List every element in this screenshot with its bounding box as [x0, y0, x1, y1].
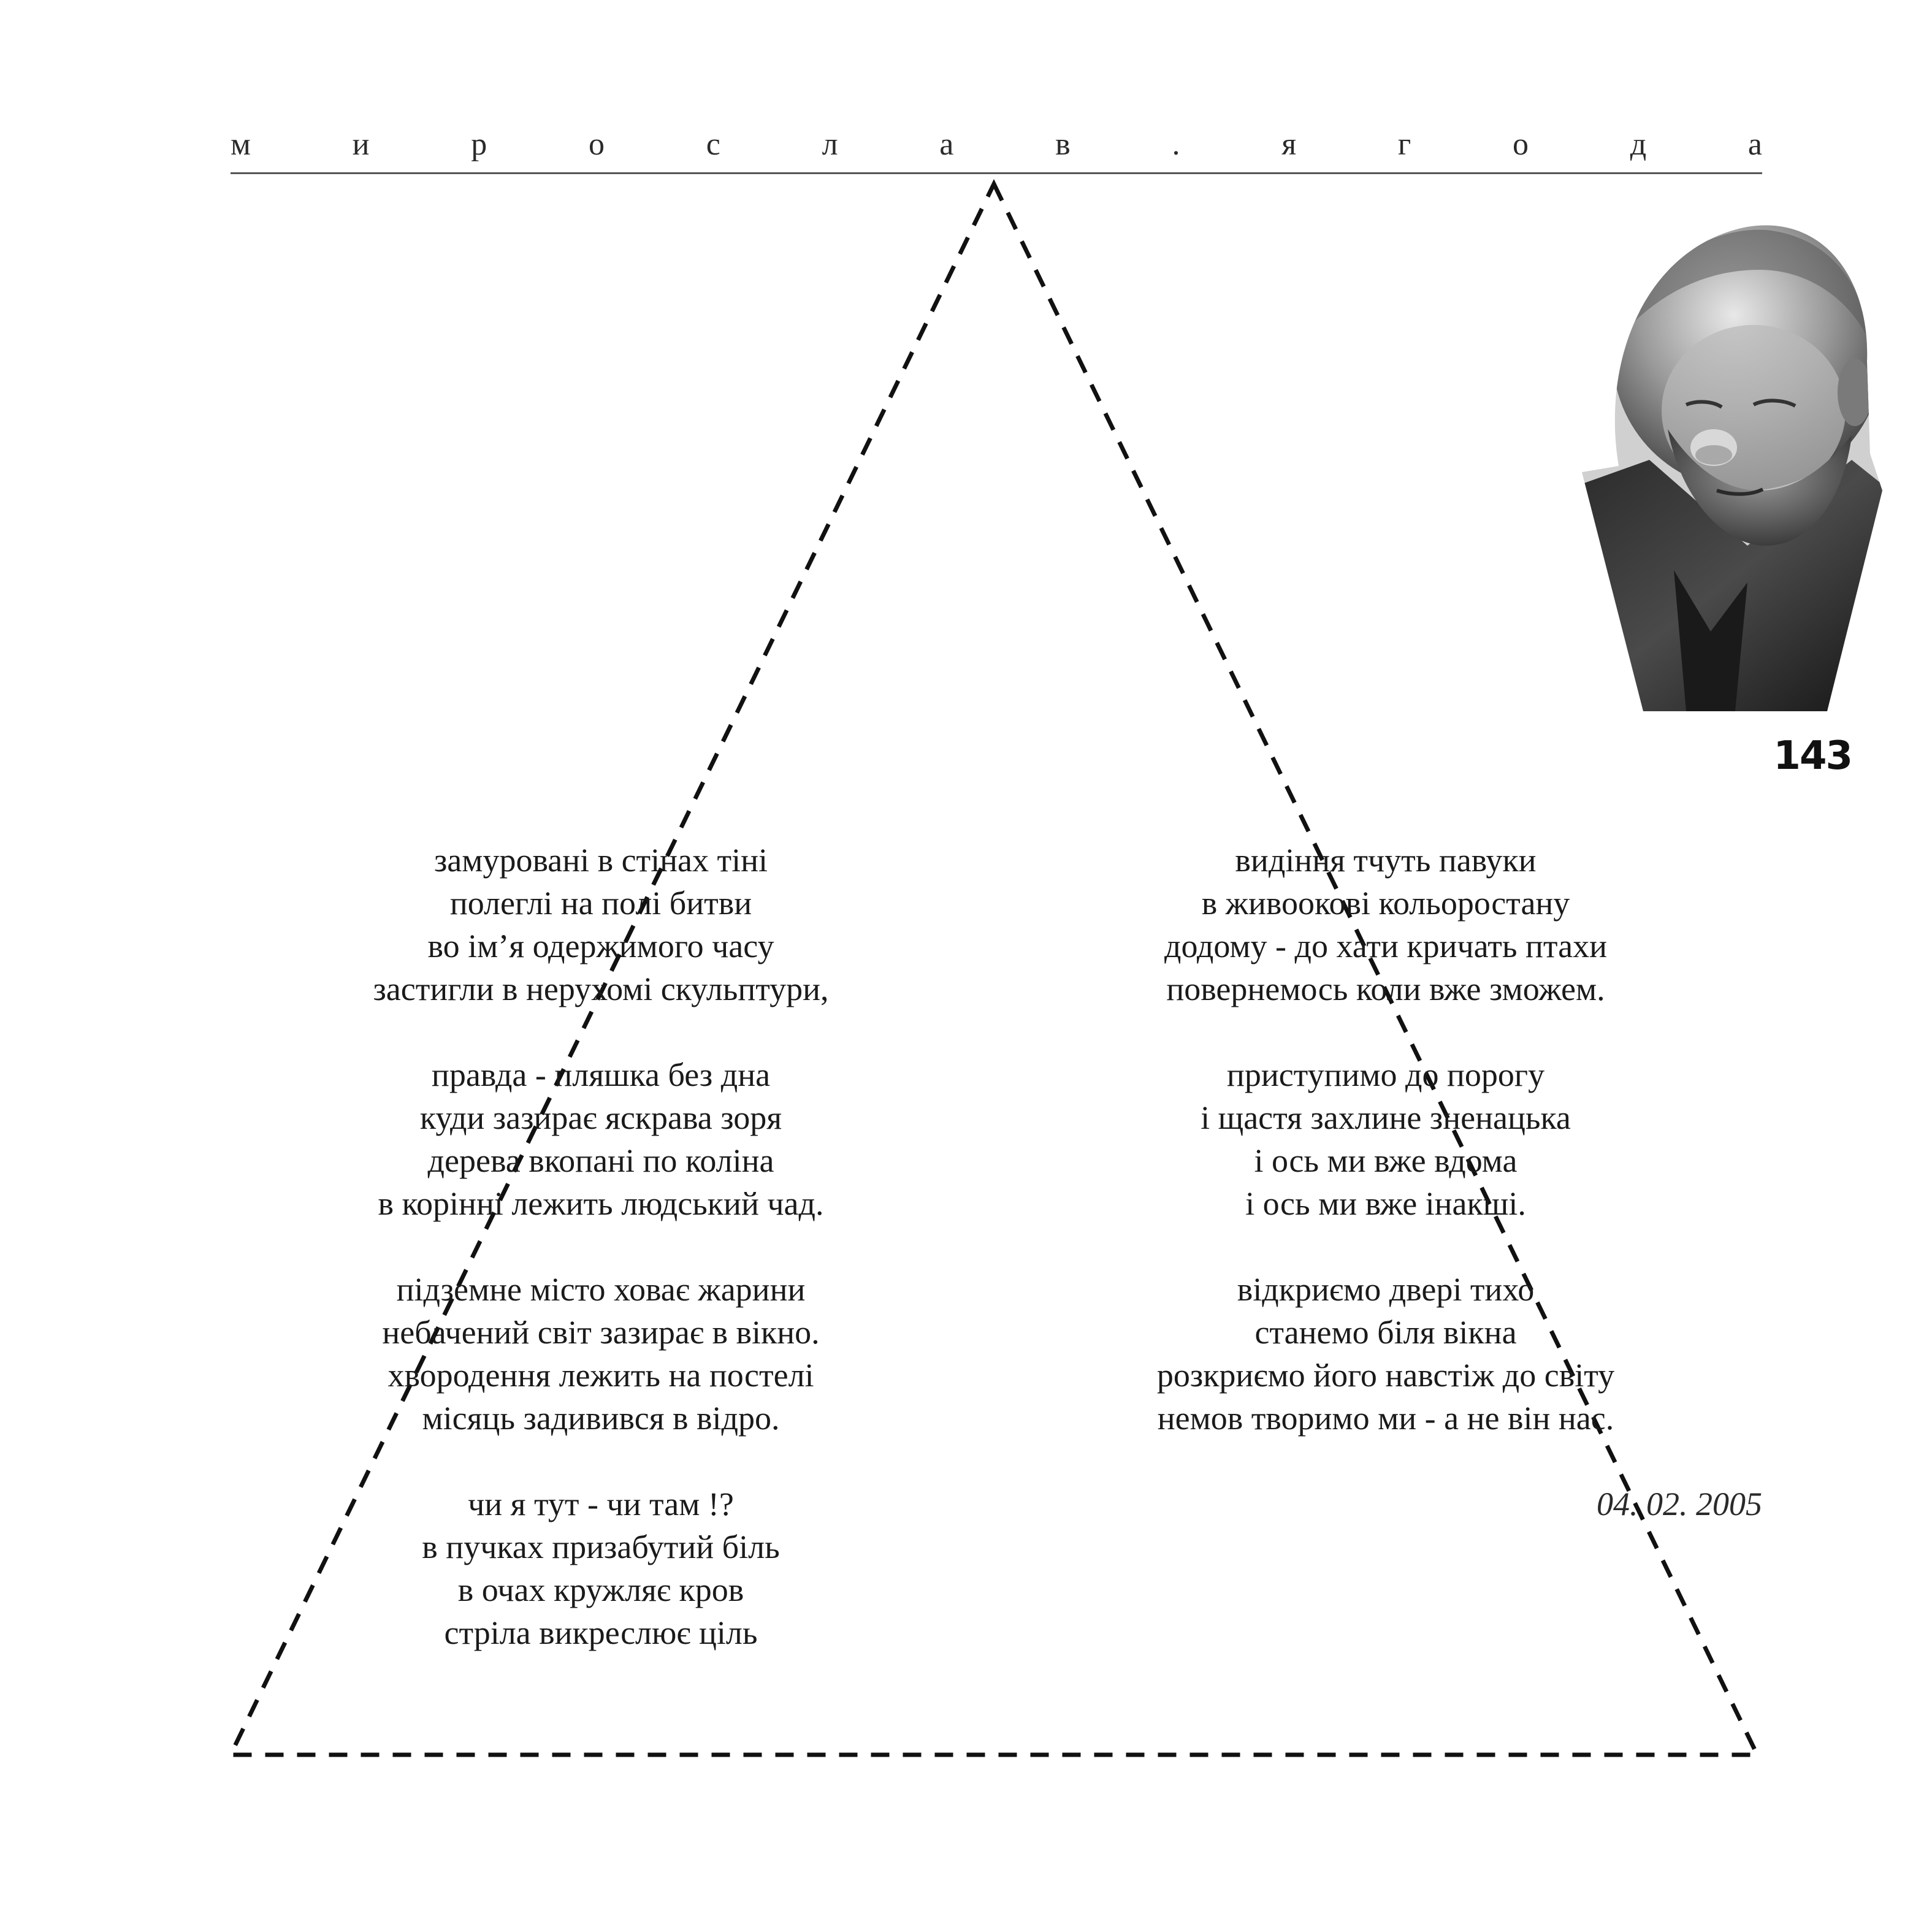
stanza: [1079, 839, 1692, 1010]
poem-line: приступимо до порогу: [1226, 1056, 1545, 1093]
poem-line: підземне місто ховає жарини: [396, 1271, 806, 1308]
poem-line: замуровані в стінах тіні: [433, 842, 768, 879]
author-letter: а: [1747, 126, 1762, 162]
author-letter: р: [471, 126, 487, 162]
poem-line: правда - пляшка без дна: [431, 1056, 771, 1093]
poem-left-column: [294, 839, 907, 1697]
poem-line: в живоокові кольоростану: [1201, 885, 1570, 922]
poem-line: і щастя захлине зненацька: [1201, 1099, 1571, 1136]
poem-line: видіння тчуть павуки: [1235, 842, 1537, 879]
author-letter: и: [352, 126, 370, 162]
poem-line: відкриємо двері тихо: [1237, 1271, 1535, 1308]
poem-line: хвородення лежить на постелі: [388, 1357, 814, 1394]
poem-line: і ось ми вже інакші.: [1245, 1185, 1526, 1222]
poem-line: місяць задивився в відро.: [422, 1400, 780, 1437]
poem-line: немов творимо ми - а не він нас.: [1157, 1400, 1614, 1437]
author-letter: г: [1397, 126, 1411, 162]
poem-right-column: [1079, 839, 1692, 1483]
poem-line: в корінні лежить людський чад.: [378, 1185, 824, 1222]
stanza: [294, 1483, 907, 1654]
poem-line: во ім’я одержимого часу: [427, 928, 774, 964]
stanza: [1079, 1268, 1692, 1440]
poem-line: і ось ми вже вдома: [1254, 1142, 1518, 1179]
author-letter: .: [1172, 126, 1180, 162]
author-letter: с: [706, 126, 720, 162]
poem-line: чи я тут - чи там !?: [468, 1486, 734, 1522]
poem-line: куди зазирає яскрава зоря: [419, 1099, 782, 1136]
poem-line: дерева вкопані по коліна: [427, 1142, 774, 1179]
poem-line: небачений світ зазирає в вікно.: [382, 1314, 820, 1351]
author-letter: я: [1281, 126, 1297, 162]
page-number: 143: [1773, 733, 1852, 779]
stanza: [1079, 1053, 1692, 1225]
poem-line: в пучках призабутий біль: [422, 1529, 780, 1565]
author-portrait-photo: [1564, 202, 1882, 711]
author-letter: л: [822, 126, 838, 162]
author-letter: о: [588, 126, 605, 162]
header-divider: [231, 172, 1762, 174]
poem-line: повернемось коли вже зможем.: [1166, 971, 1605, 1007]
author-letter: в: [1055, 126, 1071, 162]
author-letter: а: [939, 126, 954, 162]
poem-line: в очах кружляє кров: [457, 1571, 744, 1608]
author-letter: д: [1630, 126, 1647, 162]
poem-line: додому - до хати кричать птахи: [1164, 928, 1607, 964]
author-letter: м: [231, 126, 251, 162]
poem-line: розкриємо його навстіж до світу: [1156, 1357, 1615, 1394]
poem-line: застигли в нерухомі скульптури,: [373, 971, 829, 1007]
stanza: [294, 839, 907, 1010]
poem-date: 04. 02. 2005: [1597, 1486, 1762, 1522]
stanza: [294, 1053, 907, 1225]
stanza: [294, 1268, 907, 1440]
poem-line: полеглі на полі битви: [449, 885, 752, 922]
author-letter: о: [1512, 126, 1529, 162]
poem-line: станемо біля вікна: [1254, 1314, 1517, 1351]
author-name-header: [231, 123, 1762, 166]
poem-line: стріла викреслює ціль: [444, 1614, 758, 1651]
